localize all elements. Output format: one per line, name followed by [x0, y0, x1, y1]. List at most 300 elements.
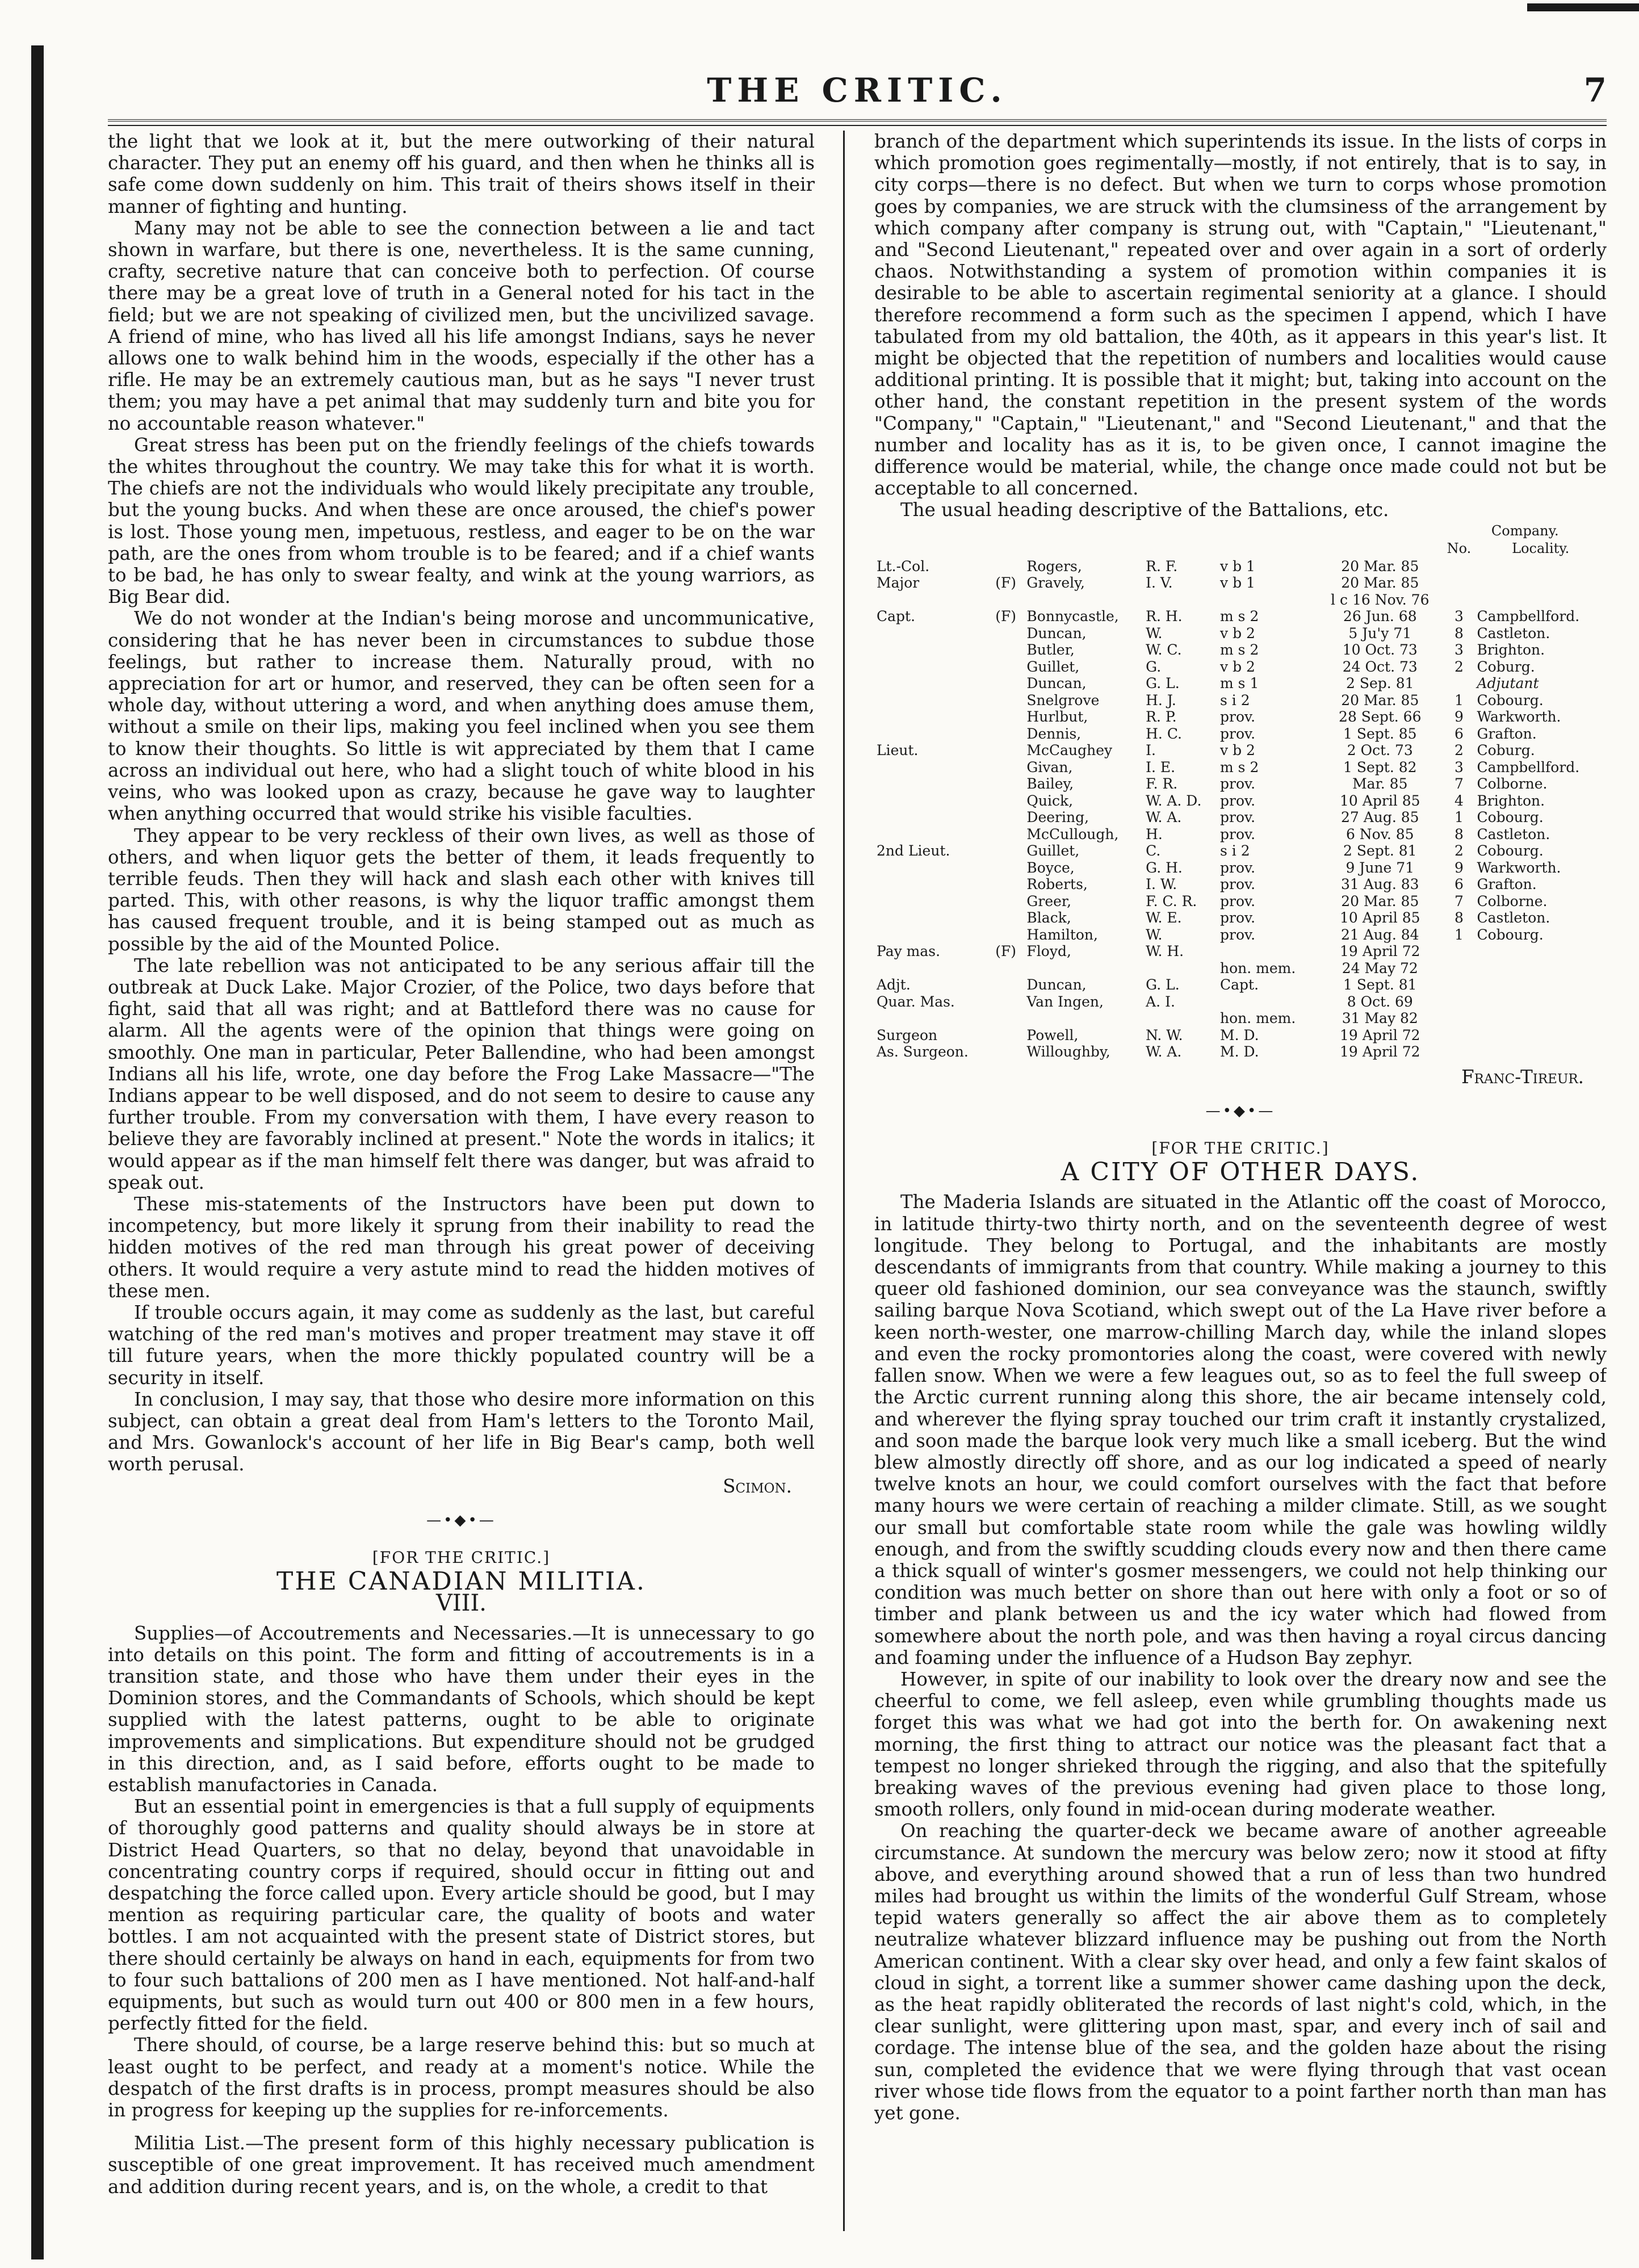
- table-cell: Capt.: [877, 608, 916, 625]
- table-cell: prov.: [1220, 876, 1256, 893]
- table-row: [874, 927, 1607, 944]
- paragraph: In conclusion, I may say, that those who desire more information on this subject, can obtain a great deal from Ham's letters to the Toronto Mail, and Mrs. Gowanlock's account of her life in Big Bear's camp, both well worth perusal.: [108, 1388, 815, 1475]
- table-row: [874, 993, 1607, 1011]
- table-cell: 6 Nov. 85: [1345, 825, 1414, 842]
- section-numeral: VIII.: [435, 1590, 487, 1617]
- table-cell: [993, 775, 1024, 793]
- table-cell: v b 2: [1220, 742, 1255, 759]
- page-title: THE CRITIC.: [707, 71, 1008, 110]
- table-cell: 10 April 85: [1340, 792, 1420, 809]
- paragraph: But an essential point in emergencies is that a full supply of equipments of thoroughly good patterns and quality should always be in store at District Head Quarters, so that no delay, beyond that unavoidable in concentrating country corps if required, should occur in fitting out and despatching the force called upon. Every article should be good, but I may mention as requiring particular care, the quality of boots and water bottles. I am not acquainted with the present state of District stores, but there should certainly be always on hand in each, equipments for from two to four such battalions of 200 men as I have mentioned. Not half-and-half equipments, but such as would turn out 400 or 800 men in a few hours, perfectly fitted for the field.: [108, 1796, 815, 2035]
- table-cell: [993, 692, 1024, 709]
- table-cell: Warkworth.: [1477, 709, 1561, 726]
- table-cell: 27 Aug. 85: [1340, 809, 1419, 826]
- table-cell: 8: [1454, 624, 1464, 642]
- table-cell: Cobourg.: [1477, 926, 1544, 943]
- table-cell: [993, 809, 1024, 826]
- table-cell: Adjt.: [877, 976, 911, 993]
- table-cell: [993, 842, 1024, 860]
- table-cell: [874, 775, 993, 793]
- paragraph: The late rebellion was not anticipated to be any serious affair till the outbreak at Duck Lake. Major Crozier, of the Police, two days before that fight, said that all was right; and at Battleford there was no cause for alarm. All the agents were of the opinion that things were going on smoothly. One man in particular, Peter Ballendine, who had been amongst Indians all his life, wrote, one day before the Frog Lake Massacre—"The Indians appear to be well disposed, and do not seem to desire to cause any further trouble. From my conversation with them, I have every reason to believe they are favorably inclined at present." Note the words in italics; it would appear as if the man himself felt there was danger, but was afraid to speak out.: [108, 954, 815, 1193]
- masthead: [108, 65, 1607, 119]
- table-cell: [1218, 943, 1317, 960]
- table-cell: [874, 625, 993, 642]
- table-row: [874, 608, 1607, 625]
- table-cell: [874, 793, 993, 810]
- table-row: [874, 659, 1607, 676]
- table-cell: 19 April 72: [1340, 943, 1420, 960]
- table-cell: [1444, 993, 1475, 1011]
- table-cell: 4: [1454, 792, 1464, 809]
- table-cell: [874, 642, 993, 659]
- table-cell: 2: [1454, 842, 1464, 860]
- table-row: [874, 1043, 1607, 1060]
- table-cell: m s 1: [1220, 675, 1259, 692]
- table-cell: [874, 659, 993, 676]
- paragraph: However, in spite of our inability to look over the dreary now and see the cheerful to come, we fell asleep, even while grumbling thoughts made us forget this was what we had got into the berth for. On awakening next morning, the first thing to attract our notice was the pleasant fact that a tempest no longer shrieked through the rigging, and also that the spitefully breaking waves of the previous evening had given place to those long, smooth rollers, only found in mid-ocean during moderate weather.: [874, 1668, 1607, 1821]
- table-cell: 9 June 71: [1345, 859, 1415, 876]
- table-cell: Castleton.: [1477, 624, 1550, 642]
- table-cell: [993, 826, 1024, 843]
- table-cell: Campbellford.: [1477, 758, 1580, 775]
- table-cell: prov.: [1220, 909, 1256, 927]
- table-cell: Guillet,: [1026, 658, 1080, 675]
- table-cell: 19 April 72: [1340, 1043, 1420, 1060]
- paragraph: We do not wonder at the Indian's being morose and uncommunicative, considering that he has never been in circumstances to subdue those feelings, but rather to increase them. Naturally proud, with no appreciation for art or humor, and reserved, they can be often seen for a whole day, without uttering a word, and when anything does amuse them, without a smile on their lips, making you feel inclined when you see them to know their thoughts. So little is wit appreciated by them that I came across an individual out here, who had a slight touch of white blood in his veins, who was looked upon as crazy, because he gave way to laughter when anything occurred that would strike his visible faculties.: [108, 607, 815, 825]
- table-row: [874, 592, 1607, 609]
- table-row: [874, 793, 1607, 810]
- table-cell: 9: [1454, 859, 1464, 876]
- table-cell: [874, 876, 993, 893]
- table-cell: Lieut.: [877, 742, 919, 759]
- table-cell: G.: [1146, 658, 1162, 675]
- table-cell: Roberts,: [1026, 876, 1088, 893]
- table-cell: [1444, 976, 1475, 993]
- table-header: [874, 540, 1607, 558]
- table-cell: Duncan,: [1026, 624, 1087, 642]
- table-cell: [1444, 1027, 1475, 1044]
- table-cell: 19 April 72: [1340, 1026, 1420, 1043]
- table-cell: [1444, 1043, 1475, 1060]
- table-cell: prov.: [1220, 926, 1256, 943]
- table-cell: v b 1: [1220, 557, 1255, 575]
- militia-list-table: [874, 522, 1607, 1060]
- table-cell: H. C.: [1146, 725, 1183, 742]
- table-cell: [1474, 1043, 1607, 1060]
- table-cell: [874, 927, 993, 944]
- table-cell: [993, 625, 1024, 642]
- table-cell: R. P.: [1146, 709, 1177, 726]
- table-cell: (F): [995, 943, 1017, 960]
- table-cell: [1474, 1027, 1607, 1044]
- table-cell: Hamilton,: [1026, 926, 1098, 943]
- table-cell: 31 May 82: [1342, 1010, 1418, 1027]
- table-cell: [1218, 993, 1317, 1011]
- paragraph: Great stress has been put on the friendly feelings of the chiefs towards the whites throughout the country. We may take this for what it is worth. The chiefs are not the individuals who would likely precipitate any trouble, but the young bucks. And when these are once aroused, the chief's power is lost. Those young men, impetuous, restless, and eager to be on the war path, are the ones from whom trouble is to be feared; and if a chief wants to be bad, he has only to swear fealty, and wink at the young warriors, as Big Bear did.: [108, 434, 815, 608]
- paragraph: the light that we look at it, but the mere outworking of their natural character. They put an enemy off his guard, and then when he thinks all is safe come down suddenly on him. This trait of theirs shows itself in their manner of fighting and hunting.: [108, 131, 815, 217]
- table-row: [874, 826, 1607, 843]
- table-cell: M. D.: [1220, 1043, 1259, 1060]
- table-cell: hon. mem.: [1220, 1010, 1296, 1027]
- table-cell: Givan,: [1026, 758, 1073, 775]
- table-cell: v b 1: [1220, 575, 1255, 592]
- table-cell: 26 Jun. 68: [1343, 608, 1417, 625]
- table-cell: Bailey,: [1026, 775, 1074, 793]
- table-cell: W. A.: [1146, 1043, 1182, 1060]
- table-row: [874, 842, 1607, 860]
- table-cell: [874, 893, 993, 910]
- table-cell: Campbellford.: [1477, 608, 1580, 625]
- table-cell: 20 Mar. 85: [1341, 691, 1419, 709]
- right-column: [874, 131, 1607, 2231]
- table-cell: M. D.: [1220, 1026, 1259, 1043]
- table-cell: [993, 976, 1024, 993]
- section-title: THE CANADIAN MILITIA.: [276, 1567, 646, 1596]
- table-row: [874, 860, 1607, 877]
- table-row: [874, 960, 1607, 977]
- table-cell: [993, 726, 1024, 743]
- header-locality: Locality.: [1512, 540, 1570, 557]
- page-number: 7: [1583, 71, 1607, 110]
- table-cell: [993, 909, 1024, 927]
- table-row: [874, 709, 1607, 726]
- table-cell: Gravely,: [1026, 575, 1085, 592]
- table-cell: prov.: [1220, 892, 1256, 909]
- table-cell: [1143, 592, 1218, 609]
- table-row: [874, 642, 1607, 659]
- column-divider: [843, 131, 845, 2231]
- table-cell: [993, 759, 1024, 776]
- paragraph: The usual heading descriptive of the Battalions, etc.: [900, 499, 1389, 521]
- table-row: [874, 943, 1607, 960]
- table-cell: [993, 592, 1024, 609]
- table-row: [874, 625, 1607, 642]
- table-cell: Warkworth.: [1477, 859, 1561, 876]
- table-header: [874, 522, 1607, 540]
- table-cell: Adjutant: [1477, 675, 1539, 692]
- section-title: A CITY OF OTHER DAYS.: [1060, 1158, 1420, 1187]
- table-cell: 7: [1454, 775, 1464, 793]
- table-cell: I. W.: [1146, 876, 1177, 893]
- table-cell: W.: [1146, 624, 1163, 642]
- table-cell: 2 Oct. 73: [1347, 742, 1413, 759]
- section-ornament: —•◆•—: [426, 1511, 496, 1529]
- table-cell: N. W.: [1146, 1026, 1183, 1043]
- table-row: [874, 558, 1607, 575]
- table-cell: [1444, 960, 1475, 977]
- table-cell: [993, 860, 1024, 877]
- table-cell: Cobourg.: [1477, 809, 1544, 826]
- table-row: [874, 759, 1607, 776]
- table-cell: Grafton.: [1477, 725, 1537, 742]
- table-cell: 28 Sept. 66: [1339, 709, 1422, 726]
- table-cell: G. L.: [1146, 976, 1180, 993]
- table-cell: [1024, 960, 1143, 977]
- paragraph: The Maderia Islands are situated in the Atlantic off the coast of Morocco, in latitude thirty-two thirty north, and on the seventeenth degree of west longitude. They belong to Portugal, and the inhabitants are mostly descendants of immigrants from that country. While making a journey to this queer old fashioned dominion, our sea conveyance was the staunch, swiftly sailing barque Nova Scotiand, which swept out of the La Have river before a keen north-wester, one marrow-chilling March day, while the inland slopes and even the rocky promontories along the coast, were covered with newly fallen snow. When we were a few leagues out, so as to feel the full sweep of the Arctic current running along this shore, the air became intensely cold, and wherever the flying spray touched our trim craft it instantly crystalized, and soon made the barque look very much like a small iceberg. But the wind blew almostly directly off shore, and as our log indicated a speed of nearly twelve knots an hour, we could comfort ourselves with the fact that before many hours we were certain of reaching a milder climate. Still, as we sought our small but comfortable state room while the gale was howling wildly enough, and from the swiftly scudding clouds every now and then there came a thick squall of winter's gosmer messengers, we could not help thinking our condition was much better on shore than out here with only a foot or so of timber and plank between us and the icy water which had flowed from somewhere about the north pole, and was then having a royal circus dancing and foaming under the influence of a Hudson Bay zephyr.: [874, 1191, 1607, 1668]
- table-cell: Colborne.: [1477, 775, 1548, 793]
- table-cell: [874, 709, 993, 726]
- table-cell: [993, 675, 1024, 692]
- table-cell: F. C. R.: [1146, 892, 1197, 909]
- table-cell: McCaughey: [1026, 742, 1113, 759]
- table-cell: [993, 709, 1024, 726]
- table-cell: [874, 759, 993, 776]
- table-cell: [993, 558, 1024, 575]
- table-cell: Coburg.: [1477, 742, 1535, 759]
- table-cell: Deering,: [1026, 809, 1089, 826]
- table-cell: A. I.: [1146, 993, 1175, 1010]
- table-cell: prov.: [1220, 859, 1256, 876]
- table-cell: [1024, 1010, 1143, 1027]
- table-cell: [1474, 993, 1607, 1011]
- table-cell: W. A.: [1146, 809, 1182, 826]
- table-cell: Grafton.: [1477, 876, 1537, 893]
- table-cell: prov.: [1220, 709, 1256, 726]
- table-cell: [993, 793, 1024, 810]
- top-edge-rule: [1527, 3, 1639, 11]
- table-cell: 9: [1454, 709, 1464, 726]
- table-cell: [993, 960, 1024, 977]
- table-cell: [993, 1043, 1024, 1060]
- table-cell: 1 Sept. 85: [1343, 725, 1417, 742]
- table-row: [874, 726, 1607, 743]
- table-cell: 1 Sept. 82: [1343, 758, 1417, 775]
- table-cell: [1218, 592, 1317, 609]
- table-row: [874, 809, 1607, 826]
- table-cell: F. R.: [1146, 775, 1178, 793]
- table-cell: [1024, 592, 1143, 609]
- table-cell: W. C.: [1146, 642, 1182, 659]
- table-cell: [1474, 592, 1607, 609]
- table-cell: Bonnycastle,: [1026, 608, 1119, 625]
- table-cell: Cobourg.: [1477, 691, 1544, 709]
- paragraph: There should, of course, be a large reserve behind this: but so much at least ought to be perfect, and ready at a moment's notice. While the despatch of the first drafts is in process, prompt measures should be also in progress for keeping up the supplies for re-inforcements.: [108, 2034, 815, 2122]
- table-cell: [1444, 1010, 1475, 1027]
- table-cell: 2: [1454, 658, 1464, 675]
- table-cell: G. H.: [1146, 859, 1183, 876]
- paragraph: If trouble occurs again, it may come as suddenly as the last, but careful watching of the red man's motives and proper treatment may stave it off till future years, when the more thickly populated country will be a security in itself.: [108, 1301, 815, 1389]
- table-cell: McCullough,: [1026, 825, 1119, 842]
- table-cell: Castleton.: [1477, 909, 1550, 927]
- table-cell: Quar. Mas.: [877, 993, 955, 1010]
- table-cell: Greer,: [1026, 892, 1072, 909]
- section-label: [FOR THE CRITIC.]: [372, 1548, 551, 1567]
- table-cell: Snelgrove: [1026, 691, 1100, 709]
- table-cell: H. J.: [1146, 691, 1176, 709]
- table-cell: 20 Mar. 85: [1341, 892, 1419, 909]
- table-cell: m s 2: [1220, 758, 1259, 775]
- paragraph: Many may not be able to see the connection between a lie and tact shown in warfare, but there is one, nevertheless. It is the same cunning, crafty, secretive nature that can conceive both to perfection. Of course there may be a great love of truth in a General noted for his tact in the field; but we are not speaking of civilized men, but the uncivilized savage. A friend of mine, who has lived all his life amongst Indians, says he never allows one to walk behind him in the woods, especially if the other has a rifle. He may be an extremely cautious man, but as he says "I never trust them; you may have a pet animal that may suddenly turn and bite you for no accountable reason whatever.": [108, 217, 815, 434]
- table-cell: [874, 675, 993, 692]
- table-cell: Willoughby,: [1026, 1043, 1110, 1060]
- table-cell: 3: [1454, 642, 1464, 659]
- table-cell: R. H.: [1146, 608, 1183, 625]
- table-cell: Black,: [1026, 909, 1071, 927]
- table-cell: [1474, 1010, 1607, 1027]
- table-cell: Lt.-Col.: [877, 557, 930, 575]
- table-cell: W.: [1146, 926, 1163, 943]
- table-cell: [874, 909, 993, 927]
- paragraph: branch of the department which superintends its issue. In the lists of corps in which promotion goes regimentally—mostly, if not entirely, that is to say, in city corps—there is no defect. But when we turn to corps whose promotion goes by companies, we are struck with the clumsiness of the arrangement by which company after company is strung out, with "Captain," "Lieutenant," and "Second Lieutenant," repeated over and over again in a sort of orderly chaos. Notwithstanding a system of promotion within companies it is desirable to be able to ascertain regimental seniority at a glance. I should therefore recommend a form such as the specimen I append, which I have tabulated from my old battalion, the 40th, as it appears in this year's list. It might be objected that the repetition of numbers and localities would cause additional printing. It is possible that it might; but, taking into account on the other hand, the constant repetition in the present system of the words "Company," "Captain," "Lieutenant," and "Second Lieutenant," and that the number and locality has as it is, to be given once, I cannot imagine the difference would be material, while, the change once made could not but be acceptable to all concerned.: [874, 131, 1607, 500]
- table-cell: [1444, 943, 1475, 960]
- table-row: [874, 876, 1607, 893]
- left-column: [108, 131, 815, 2231]
- table-cell: Colborne.: [1477, 892, 1548, 909]
- table-cell: [1474, 943, 1607, 960]
- header-company: Company.: [1491, 522, 1559, 539]
- table-cell: [874, 960, 993, 977]
- table-cell: Capt.: [1220, 976, 1259, 993]
- paragraph: Militia List.—The present form of this highly necessary publication is susceptible of one great improvement. It has received much amendment and addition during recent years, and is, on the whole, a credit to that: [108, 2132, 815, 2198]
- paragraph: Supplies—of Accoutrements and Necessaries.—It is unnecessary to go into details on this point. The form and fitting of accoutrements is in a transition state, and those who have them under their eyes in the Dominion stores, and the Commandants of Schools, which should be kept supplied with the latest patterns, ought to be able to originate improvements and simplications. But expenditure should not be grudged in this direction, and, as I said before, efforts ought to be made to establish manufactories in Canada.: [108, 1622, 815, 1796]
- table-cell: [993, 742, 1024, 759]
- table-cell: Mar. 85: [1352, 775, 1408, 793]
- table-cell: v b 2: [1220, 624, 1255, 642]
- table-cell: v b 2: [1220, 658, 1255, 675]
- table-row: [874, 692, 1607, 709]
- table-cell: 2 Sept. 81: [1343, 842, 1417, 860]
- table-cell: Quick,: [1026, 792, 1074, 809]
- table-cell: s i 2: [1220, 842, 1250, 860]
- table-cell: Brighton.: [1477, 642, 1545, 659]
- header-rule: [108, 119, 1607, 126]
- header-no: No.: [1447, 540, 1472, 557]
- table-cell: 1 Sept. 81: [1343, 976, 1417, 993]
- table-cell: C.: [1146, 842, 1161, 860]
- table-cell: [874, 592, 993, 609]
- table-cell: [993, 993, 1024, 1011]
- table-cell: prov.: [1220, 725, 1256, 742]
- table-cell: Butler,: [1026, 642, 1075, 659]
- table-cell: prov.: [1220, 792, 1256, 809]
- newspaper-page: [108, 65, 1607, 2257]
- table-cell: 21 Aug. 84: [1340, 926, 1419, 943]
- table-cell: 2nd Lieut.: [877, 842, 950, 860]
- table-cell: m s 2: [1220, 642, 1259, 659]
- table-cell: 24 May 72: [1342, 959, 1418, 976]
- table-cell: W. H.: [1146, 943, 1184, 960]
- table-cell: 20 Mar. 85: [1341, 575, 1419, 592]
- table-cell: Cobourg.: [1477, 842, 1544, 860]
- table-cell: I. V.: [1146, 575, 1173, 592]
- table-row: [874, 575, 1607, 592]
- section-label: [FOR THE CRITIC.]: [1151, 1139, 1330, 1158]
- table-row: [874, 675, 1607, 692]
- table-cell: [1474, 558, 1607, 575]
- table-row: [874, 909, 1607, 927]
- table-cell: 20 Mar. 85: [1341, 557, 1419, 575]
- table-cell: m s 2: [1220, 608, 1259, 625]
- table-cell: 31 Aug. 83: [1340, 876, 1419, 893]
- table-cell: [993, 1027, 1024, 1044]
- table-cell: [1444, 675, 1475, 692]
- table-cell: 8 Oct. 69: [1347, 993, 1413, 1010]
- table-row: [874, 742, 1607, 759]
- table-cell: [993, 927, 1024, 944]
- table-row: [874, 976, 1607, 993]
- table-cell: Surgeon: [877, 1026, 938, 1043]
- table-cell: 3: [1454, 608, 1464, 625]
- table-cell: I. E.: [1146, 758, 1176, 775]
- table-cell: R. F.: [1146, 557, 1178, 575]
- table-cell: 10 Oct. 73: [1342, 642, 1418, 659]
- table-cell: [993, 1010, 1024, 1027]
- table-cell: 2 Sep. 81: [1346, 675, 1414, 692]
- table-cell: [1474, 976, 1607, 993]
- table-cell: 8: [1454, 909, 1464, 927]
- table-cell: [1444, 592, 1475, 609]
- table-cell: [993, 876, 1024, 893]
- table-cell: Rogers,: [1026, 557, 1082, 575]
- table-cell: [993, 659, 1024, 676]
- table-cell: Floyd,: [1026, 943, 1071, 960]
- table-cell: 10 April 85: [1340, 909, 1420, 927]
- table-cell: [874, 1010, 993, 1027]
- table-cell: [1444, 575, 1475, 592]
- table-row: [874, 775, 1607, 793]
- table-cell: W. E.: [1146, 909, 1182, 927]
- table-row: [874, 893, 1607, 910]
- table-cell: Duncan,: [1026, 675, 1087, 692]
- section-ornament: —•◆•—: [1205, 1102, 1276, 1120]
- table-cell: Hurlbut,: [1026, 709, 1088, 726]
- table-cell: H.: [1146, 825, 1163, 842]
- table-cell: Major: [877, 575, 920, 592]
- table-cell: (F): [995, 575, 1017, 592]
- table-cell: G. L.: [1146, 675, 1180, 692]
- table-cell: s i 2: [1220, 691, 1250, 709]
- table-cell: [874, 826, 993, 843]
- table-cell: l c 16 Nov. 76: [1331, 591, 1430, 608]
- table-cell: 24 Oct. 73: [1342, 658, 1418, 675]
- table-body: [874, 558, 1607, 1060]
- table-cell: Guillet,: [1026, 842, 1080, 860]
- table-cell: [1143, 1010, 1218, 1027]
- table-cell: [874, 809, 993, 826]
- table-cell: 1: [1454, 926, 1464, 943]
- binding-edge: [31, 45, 44, 2259]
- table-cell: hon. mem.: [1220, 959, 1296, 976]
- table-cell: W. A. D.: [1146, 792, 1202, 809]
- table-cell: [1143, 960, 1218, 977]
- table-cell: Duncan,: [1026, 976, 1087, 993]
- author-signature: Scimon.: [723, 1475, 792, 1497]
- table-cell: [874, 692, 993, 709]
- paragraph: They appear to be very reckless of their own lives, as well as those of others, and when liquor gets the better of them, it leads frequently to terrible feuds. Then they will hack and slash each other with knives till parted. This, with other reasons, is why the liquor traffic amongst them has caused frequent trouble, and it is being stamped out as much as possible by the aid of the Mounted Police.: [108, 824, 815, 955]
- table-cell: prov.: [1220, 825, 1256, 842]
- table-row: [874, 1010, 1607, 1027]
- table-cell: prov.: [1220, 809, 1256, 826]
- table-cell: [1474, 575, 1607, 592]
- table-cell: 2: [1454, 742, 1464, 759]
- table-cell: Powell,: [1026, 1026, 1079, 1043]
- table-cell: Boyce,: [1026, 859, 1075, 876]
- table-cell: 8: [1454, 825, 1464, 842]
- paragraph: These mis-statements of the Instructors have been put down to incompetency, but more likely it sprung from their inability to read the hidden motives of the red man through his great power of deceiving others. It would require a very astute mind to read the hidden motives of these men.: [108, 1193, 815, 1302]
- table-cell: prov.: [1220, 775, 1256, 793]
- table-cell: Pay mas.: [877, 943, 941, 960]
- table-cell: 1: [1454, 809, 1464, 826]
- table-cell: [1474, 960, 1607, 977]
- table-cell: 5 Ju'y 71: [1348, 624, 1412, 642]
- table-cell: [874, 726, 993, 743]
- table-cell: [993, 893, 1024, 910]
- table-cell: Castleton.: [1477, 825, 1550, 842]
- table-cell: 6: [1454, 876, 1464, 893]
- table-cell: 1: [1454, 691, 1464, 709]
- table-cell: (F): [995, 608, 1017, 625]
- table-cell: Dennis,: [1026, 725, 1082, 742]
